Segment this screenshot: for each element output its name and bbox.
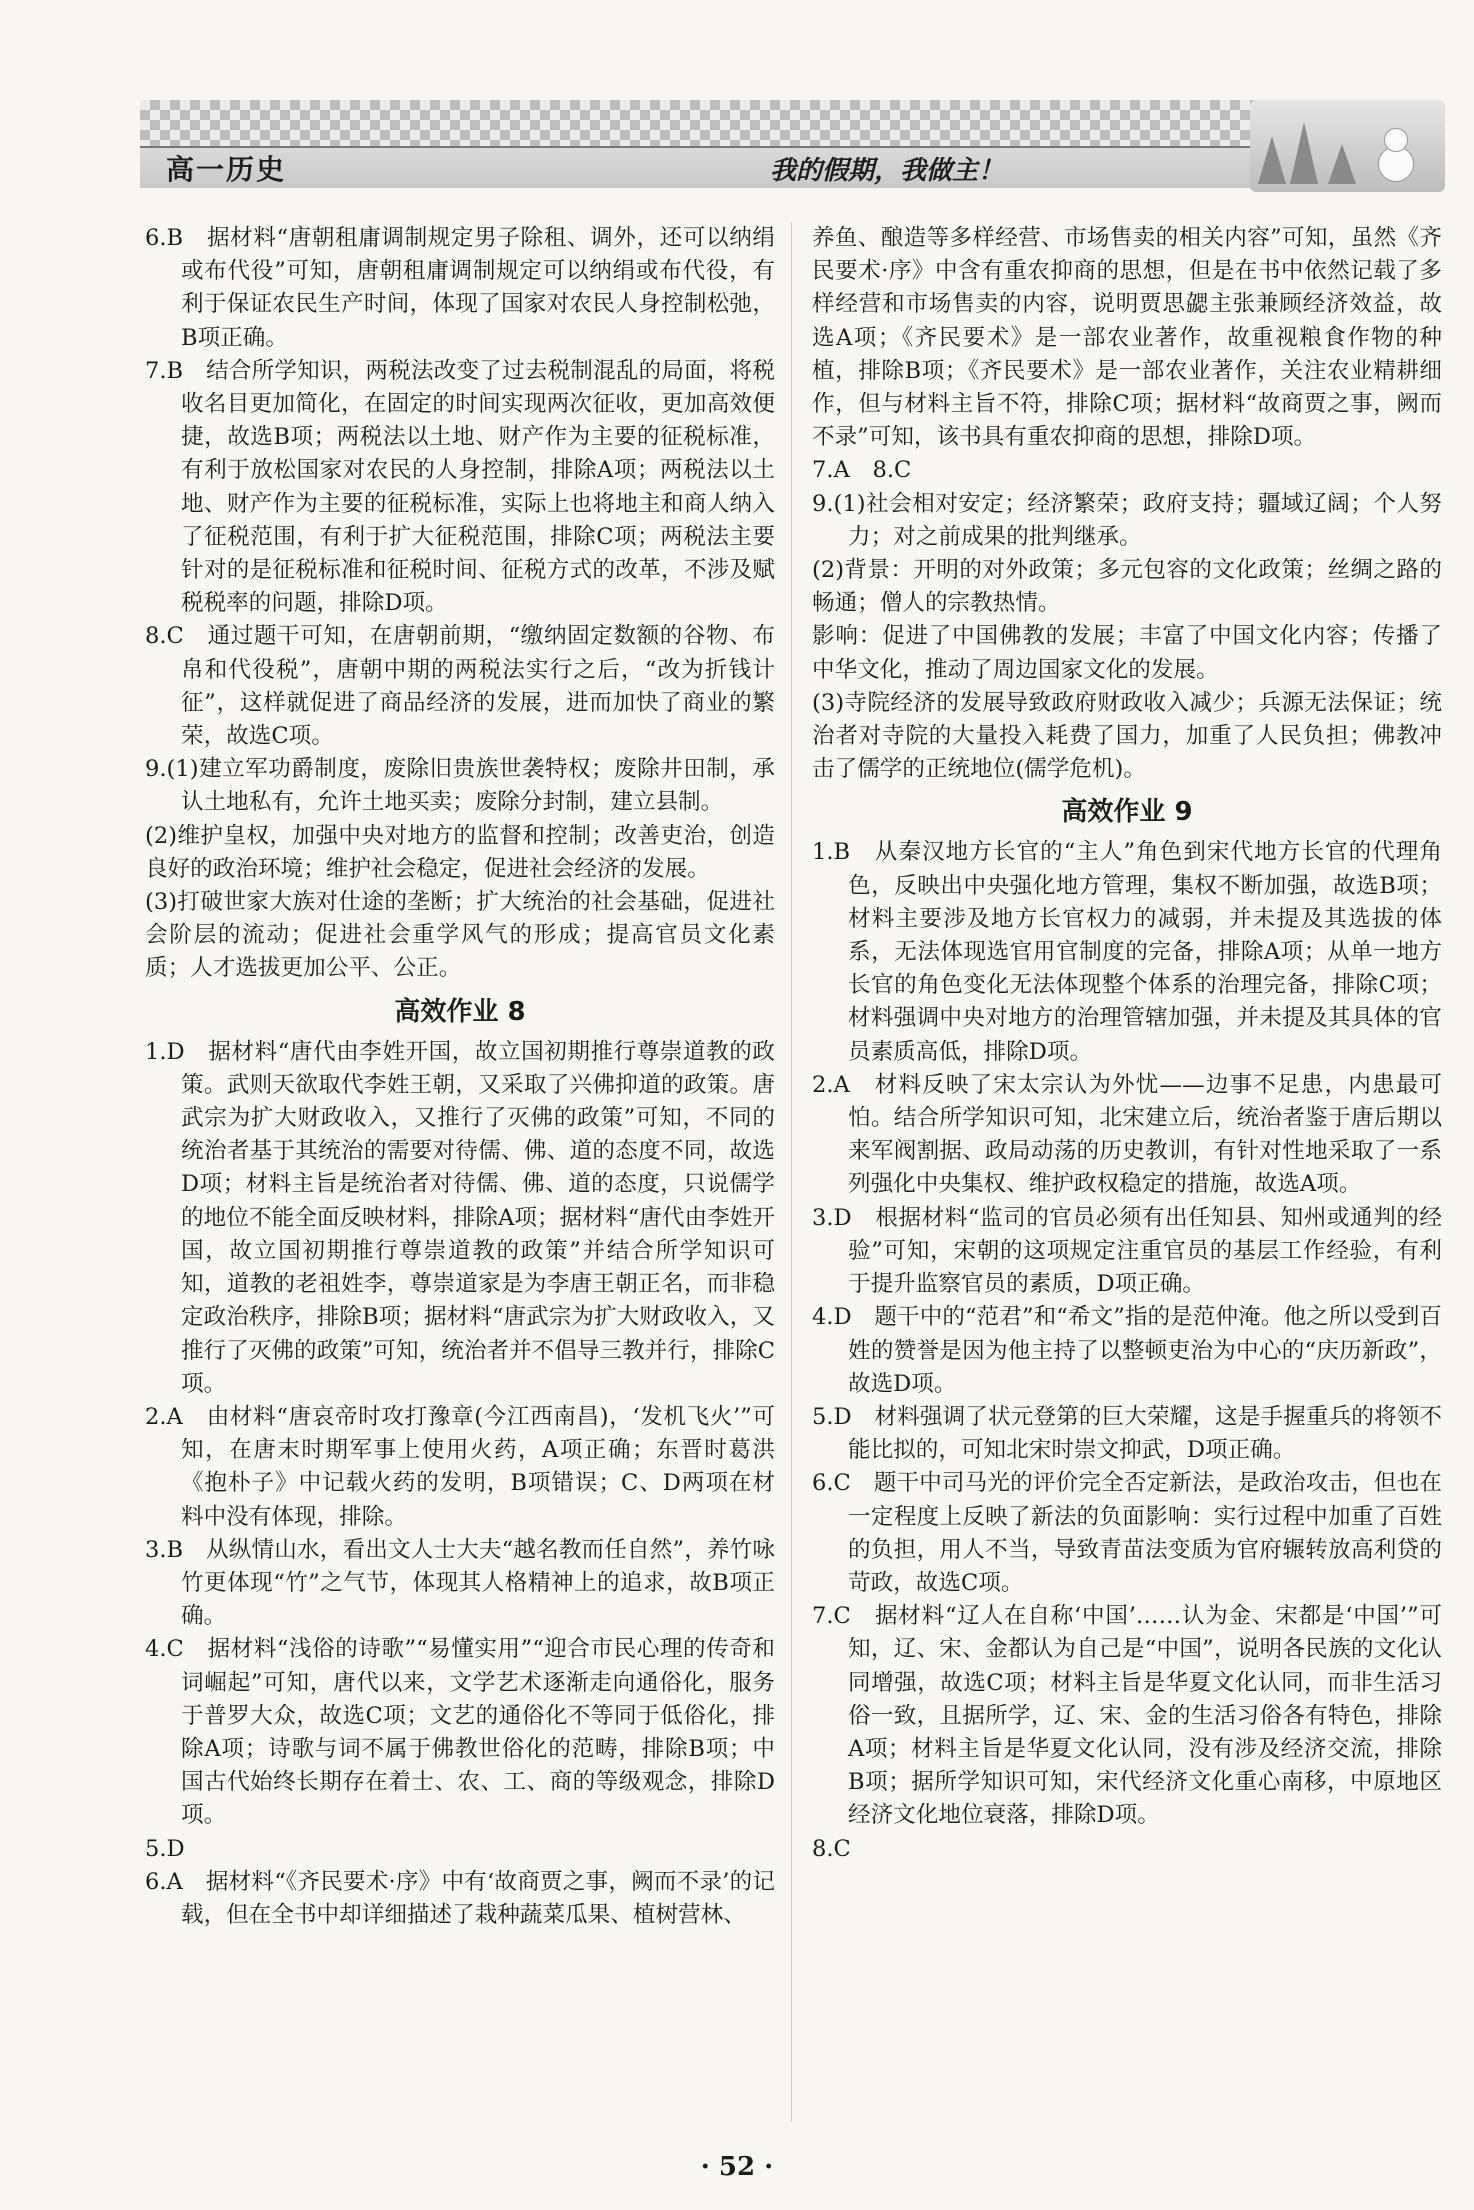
answer-subitem: (3)打破世家大族对仕途的垄断；扩大统治的社会基础，促进社会阶层的流动；促进社会重学风气的形成；提高官员文化素质；人才选拔更加公平、公正。: [145, 889, 775, 982]
page-header: [140, 100, 1445, 192]
answer-item: 1.B 从秦汉地方长官的“主人”角色到宋代地方长官的代理角色，反映出中央强化地方管理，集权不断加强，故选B项；材料主要涉及地方长官权力的减弱，并未提及其选拔的体系，无法体现选官用官制度的完备，排除A项；从单一地方长官的角色变化无法体现整个体系的治理完备，排除C项；材料强调中央对地方的治理管辖加强，并未提及其具体的官员素质高低，排除D项。: [812, 839, 1442, 1065]
answer-item: 5.D 材料强调了状元登第的巨大荣耀，这是手握重兵的将领不能比拟的，可知北宋时崇文抑武，D项正确。: [812, 1403, 1442, 1464]
answer-item: 6.C 题干中司马光的评价完全否定新法，是政治攻击，但也在一定程度上反映了新法的负面影响：实行过程中加重了百姓的负担，用人不当，导致青苗法变质为官府辗转放高利贷的苛政，故选C项。: [812, 1470, 1442, 1596]
header-checker-pattern: [140, 100, 1320, 146]
answer-item: 2.A 由材料“唐哀帝时攻打豫章(今江西南昌)，‘发机飞火’”可知，在唐末时期军事上使用火药，A项正确；东晋时葛洪《抱朴子》中记载火药的发明，B项错误；C、D两项在材料中没有体现，排除。: [145, 1403, 775, 1530]
snow-scene-icon: [1250, 100, 1445, 192]
answer-item: 4.D 题干中的“范君”和“希文”指的是范仲淹。他之所以受到百姓的赞誉是因为他主持了以整顿吏治为中心的“庆历新政”，故选D项。: [812, 1304, 1442, 1397]
answer-item: 7.C 据材料“辽人在自称‘中国’……认为金、宋都是‘中国’”可知，辽、宋、金都认为自己是“中国”，说明各民族的文化认同增强，故选C项；材料主旨是华夏文化认同，而非生活习俗一致，且据所学，辽、宋、金的生活习俗各有特色，排除A项；材料主旨是华夏文化认同，没有涉及经济交流，排除B项；据所学知识可知，宋代经济文化重心南移，中原地区经济文化地位衰落，排除D项。: [812, 1603, 1442, 1829]
answer-item: 7.A 8.C: [812, 457, 912, 484]
answer-subitem: 影响：促进了中国佛教的发展；丰富了中国文化内容；传播了中华文化，推动了周边国家文化的发展。: [812, 623, 1442, 683]
answer-item: 5.D: [145, 1835, 185, 1862]
answer-item: 1.D 据材料“唐代由李姓开国，故立国初期推行尊崇道教的政策。武则天欲取代李姓王朝，又采取了兴佛抑道的政策。唐武宗为扩大财政收入，又推行了灭佛的政策”可知，不同的统治者基于其统治的需要对待儒、佛、道的态度不同，故选D项；材料主旨是统治者对待儒、佛、道的态度，只说儒学的地位不能全面反映材料，排除A项；据材料“唐代由李姓开国，故立国初期推行尊崇道教的政策”并结合所学知识可知，道教的老祖姓李，尊崇道家是为李唐王朝正名，而非稳定政治秩序，排除B项；据材料“唐武宗为扩大财政收入，又推行了灭佛的政策”可知，统治者并不倡导三教并行，排除C项。: [145, 1038, 775, 1397]
page-number: · 52 ·: [700, 2152, 774, 2182]
answer-item: 9.(1)建立军功爵制度，废除旧贵族世袭特权；废除井田制，承认土地私有，允许土地买卖；废除分封制，建立县制。: [145, 756, 775, 816]
answer-item: 2.A 材料反映了宋太宗认为外忧——边事不足患，内患最可怕。结合所学知识可知，北宋建立后，统治者鉴于唐后期以来军阀割据、政局动荡的历史教训，有针对性地采取了一系列强化中央集权、维护政权稳定的措施，故选A项。: [812, 1071, 1442, 1198]
answer-item: 6.B 据材料“唐朝租庸调制规定男子除租、调外，还可以纳绢或布代役”可知，唐朝租庸调制规定可以纳绢或布代役，有利于保证农民生产时间，体现了国家对农民人身控制松弛，B项正确。: [145, 225, 775, 351]
answer-item: 4.C 据材料“浅俗的诗歌”“易懂实用”“迎合市民心理的传奇和词崛起”可知，唐代以来，文学艺术逐渐走向通俗化，服务于普罗大众，故选C项；文艺的通俗化不等同于低俗化，排除A项；诗歌与词不属于佛教世俗化的范畴，排除B项；中国古代始终长期存在着士、农、工、商的等级观念，排除D项。: [145, 1636, 775, 1829]
answer-subitem: (3)寺院经济的发展导致政府财政收入减少；兵源无法保证；统治者对寺院的大量投入耗费了国力，加重了人民负担；佛教冲击了儒学的正统地位(儒学危机)。: [812, 689, 1442, 783]
answer-item: 7.B 结合所学知识，两税法改变了过去税制混乱的局面，将税收名目更加简化，在固定的时间实现两次征收，更加高效便捷，故选B项；两税法以土地、财产作为主要的征税标准，有利于放松国家对农民的人身控制，排除A项；两税法以土地、财产作为主要的征税标准，实际上也将地主和商人纳入了征税范围，有利于扩大征税范围，排除C项；两税法主要针对的是征税标准和征税时间、征税方式的改革，不涉及赋税税率的问题，排除D项。: [145, 357, 775, 617]
answer-subitem: (2)背景：开明的对外政策；多元包容的文化政策；丝绸之路的畅通；僧人的宗教热情。: [812, 557, 1442, 617]
answer-item: 3.B 从纵情山水，看出文人士大夫“越名教而任自然”，养竹咏竹更体现“竹”之气节，体现其人格精神上的追求，故B项正确。: [145, 1536, 775, 1630]
right-column: [812, 222, 1442, 1866]
snowman-head-icon: [1384, 128, 1408, 152]
answer-item: 8.C: [812, 1835, 851, 1862]
section-heading: 高效作业 8: [394, 996, 526, 1027]
tree-icon: [1328, 144, 1356, 184]
tree-icon: [1290, 122, 1318, 184]
header-subject: 高一历史: [166, 153, 287, 186]
answer-item: 8.C 通过题干可知，在唐朝前期，“缴纳固定数额的谷物、布帛和代役税”，唐朝中期的两税法实行之后，“改为折钱计征”，这样就促进了商品经济的发展，进而加快了商业的繁荣，故选C项。: [145, 623, 775, 750]
answer-subitem: (2)维护皇权，加强中央对地方的监督和控制；改善吏治，创造良好的政治环境；维护社会稳定，促进社会经济的发展。: [145, 822, 775, 882]
answer-item: 9.(1)社会相对安定；经济繁荣；政府支持；疆域辽阔；个人努力；对之前成果的批判继承。: [812, 490, 1442, 550]
answer-item: 3.D 根据材料“监司的官员必须有出任知县、知州或通判的经验”可知，宋朝的这项规定注重官员的基层工作经验，有利于提升监察官员的素质，D项正确。: [812, 1204, 1442, 1298]
left-column: [145, 222, 775, 1932]
header-band: [140, 146, 1320, 188]
column-divider: [791, 222, 792, 2122]
section-heading: 高效作业 9: [1061, 797, 1193, 828]
header-slogan: 我的假期，我做主！: [770, 156, 1005, 186]
answer-subitem: 养鱼、酿造等多样经营、市场售卖的相关内容”可知，虽然《齐民要术·序》中含有重农抑商的思想，但是在书中依然记载了多样经营和市场售卖的内容，说明贾思勰主张兼顾经济效益，故选A项；《齐民要术》是一部农业著作，故重视粮食作物的种植，排除B项；《齐民要术》是一部农业著作，关注农业精耕细作，但与材料主旨不符，排除C项；据材料“故商贾之事，阙而不录”可知，该书具有重农抑商的思想，排除D项。: [812, 225, 1442, 451]
answer-item: 6.A 据材料“《齐民要术·序》中有‘故商贾之事，阙而不录’的记载，但在全书中却详细描述了栽种蔬菜瓜果、植树营林、: [145, 1868, 775, 1928]
tree-icon: [1258, 136, 1286, 184]
